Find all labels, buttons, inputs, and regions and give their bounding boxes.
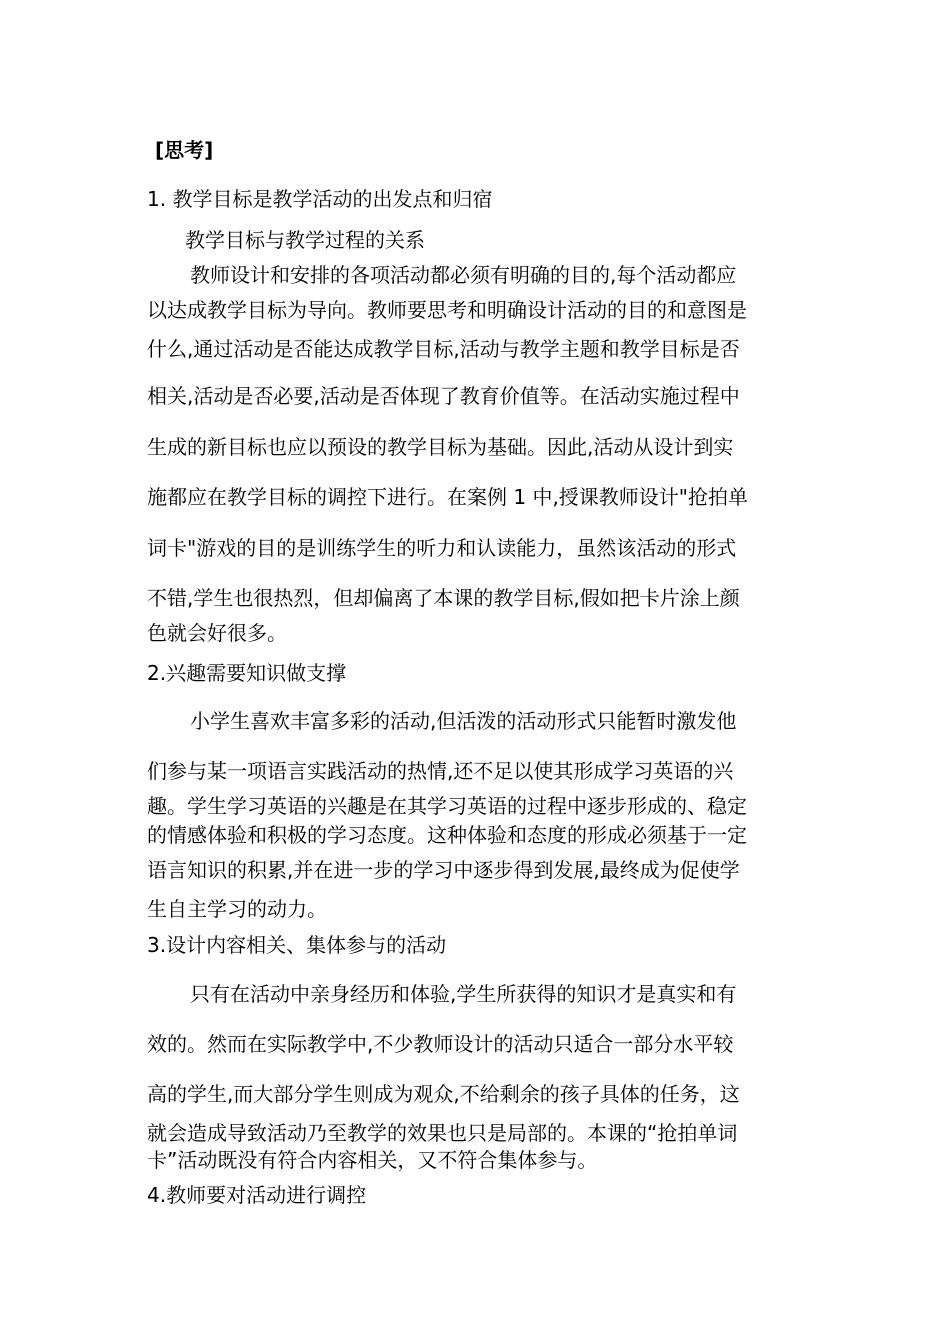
section-1-line: 教师设计和安排的各项活动都必须有明确的目的,每个活动都应 bbox=[190, 263, 737, 287]
section-2-heading: 2.兴趣需要知识做支撑 bbox=[147, 661, 347, 685]
section-3-line: 就会造成导致活动乃至教学的效果也只是局部的。本课的“抢拍单词 bbox=[147, 1121, 738, 1145]
section-3-line: 效的。然而在实际教学中,不少教师设计的活动只适合一部分水平较 bbox=[147, 1032, 734, 1056]
section-1-heading: 1. 教学目标是教学活动的出发点和归宿 bbox=[147, 187, 493, 211]
section-1-line: 色就会好很多。 bbox=[147, 621, 287, 645]
page-title: [思考] bbox=[155, 138, 214, 162]
section-1-subheading: 教学目标与教学过程的关系 bbox=[185, 228, 425, 252]
section-3-line: 只有在活动中亲身经历和体验,学生所获得的知识才是真实和有 bbox=[190, 982, 737, 1006]
section-3-heading: 3.设计内容相关、集体参与的活动 bbox=[147, 933, 447, 957]
section-1-line: 生成的新目标也应以预设的教学目标为基础。因此,活动从设计到实 bbox=[147, 435, 734, 459]
section-1-line: 相关,活动是否必要,活动是否体现了教育价值等。在活动实施过程中 bbox=[147, 384, 740, 408]
section-3-line: 卡”活动既没有符合内容相关，又不符合集体参与。 bbox=[147, 1148, 598, 1172]
section-4-heading: 4.教师要对活动进行调控 bbox=[147, 1183, 367, 1207]
section-2-line: 小学生喜欢丰富多彩的活动,但活泼的活动形式只能暂时激发他 bbox=[190, 709, 737, 733]
section-2-line: 的情感体验和积极的学习态度。这种体验和态度的形成必须基于一定 bbox=[147, 823, 747, 847]
section-1-line: 以达成教学目标为导向。教师要思考和明确设计活动的目的和意图是 bbox=[147, 298, 747, 322]
section-2-line: 生自主学习的动力。 bbox=[147, 897, 327, 921]
section-2-line: 趣。学生学习英语的兴趣是在其学习英语的过程中逐步形成的、稳定 bbox=[147, 794, 747, 818]
section-1-line: 不错,学生也很热烈，但却偏离了本课的教学目标,假如把卡片涂上颜 bbox=[147, 586, 740, 610]
section-3-line: 高的学生,而大部分学生则成为观众,不给剩余的孩子具体的任务，这 bbox=[147, 1082, 740, 1106]
section-1-line: 什么,通过活动是否能达成教学目标,活动与教学主题和教学目标是否 bbox=[147, 337, 740, 361]
section-2-line: 们参与某一项语言实践活动的热情,还不足以使其形成学习英语的兴 bbox=[147, 759, 734, 783]
section-2-line: 语言知识的积累,并在进一步的学习中逐步得到发展,最终成为促使学 bbox=[147, 858, 740, 882]
section-1-line: 词卡"游戏的目的是训练学生的听力和认读能力，虽然该活动的形式 bbox=[147, 536, 737, 560]
section-1-line: 施都应在教学目标的调控下进行。在案例 1 中,授课教师设计"抢拍单 bbox=[147, 485, 748, 509]
